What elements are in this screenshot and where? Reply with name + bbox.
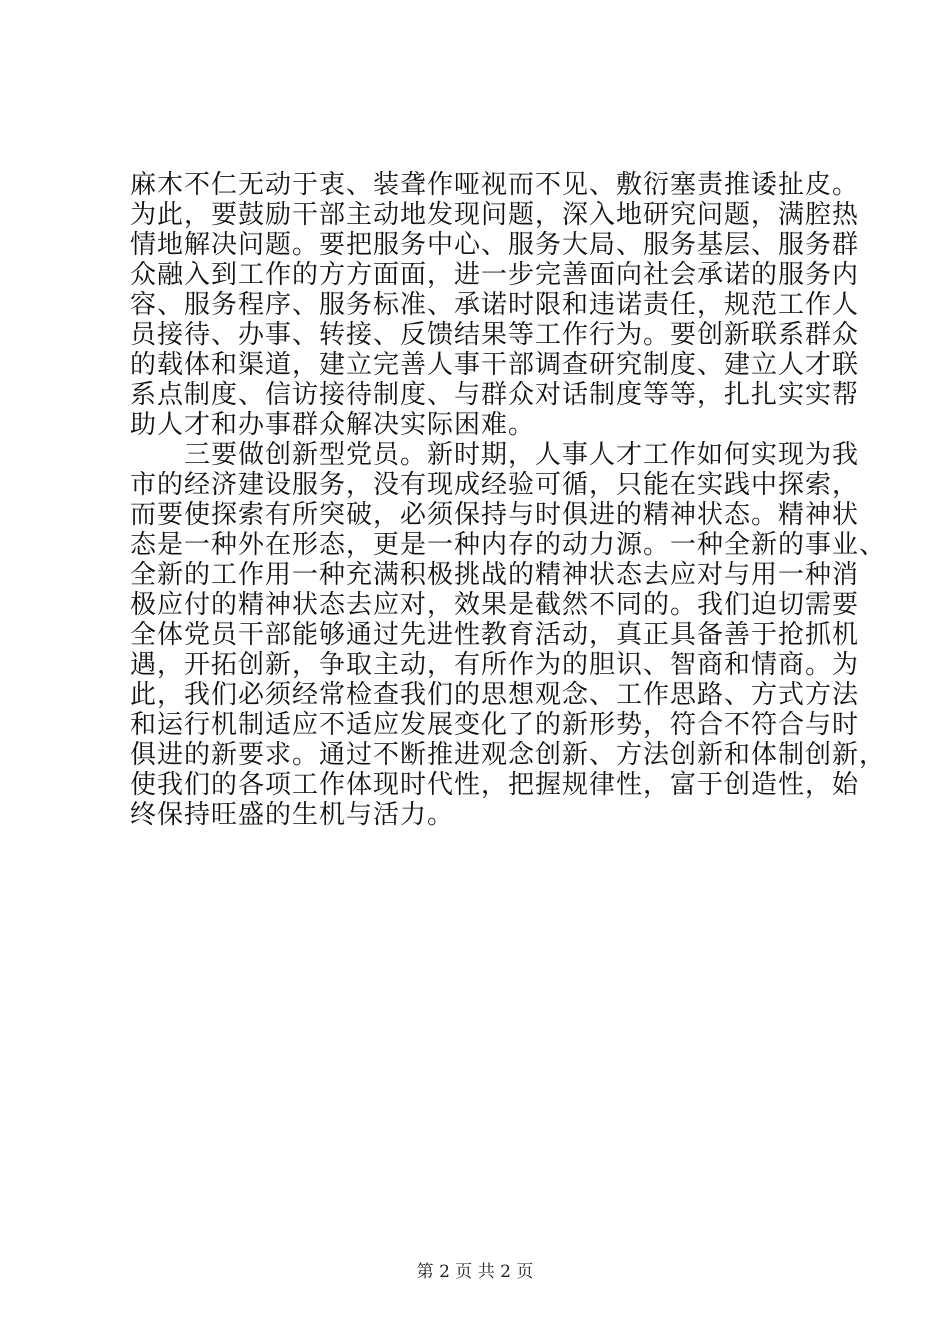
text-line: 容、服务程序、服务标准、承诺时限和违诺责任，规范工作人: [130, 290, 860, 320]
text-line: 态是一种外在形态，更是一种内存的动力源。一种全新的事业、: [130, 530, 887, 560]
text-line: 众融入到工作的方方面面，进一步完善面向社会承诺的服务内: [130, 260, 860, 290]
text-line: 员接待、办事、转接、反馈结果等工作行为。要创新联系群众: [130, 320, 860, 350]
text-line: 三要做创新型党员。新时期，人事人才工作如何实现为我: [130, 440, 860, 470]
body-text: [130, 170, 887, 830]
text-line: 使我们的各项工作体现时代性，把握规律性，富于创造性，始: [130, 770, 860, 800]
text-line: 全新的工作用一种充满积极挑战的精神状态去应对与用一种消: [130, 560, 860, 590]
text-line: 此，我们必须经常检查我们的思想观念、工作思路、方式方法: [130, 680, 860, 710]
text-line: 为此，要鼓励干部主动地发现问题，深入地研究问题，满腔热: [130, 200, 860, 230]
text-line: 助人才和办事群众解决实际困难。: [130, 410, 536, 440]
text-line: 终保持旺盛的生机与活力。: [130, 800, 455, 830]
text-line: 俱进的新要求。通过不断推进观念创新、方法创新和体制创新，: [130, 740, 887, 770]
text-line: 市的经济建设服务，没有现成经验可循，只能在实践中探索，: [130, 470, 860, 500]
text-line: 情地解决问题。要把服务中心、服务大局、服务基层、服务群: [130, 230, 860, 260]
text-line: 的载体和渠道，建立完善人事干部调查研究制度、建立人才联: [130, 350, 860, 380]
text-line: 遇，开拓创新，争取主动，有所作为的胆识、智商和情商。为: [130, 650, 860, 680]
text-line: 和运行机制适应不适应发展变化了的新形势，符合不符合与时: [130, 710, 860, 740]
text-line: 系点制度、信访接待制度、与群众对话制度等等，扎扎实实帮: [130, 380, 860, 410]
text-line: 全体党员干部能够通过先进性教育活动，真正具备善于抢抓机: [130, 620, 860, 650]
text-line: 极应付的精神状态去应对，效果是截然不同的。我们迫切需要: [130, 590, 860, 620]
page-number-footer: 第 2 页 共 2 页: [416, 1262, 534, 1282]
text-line: 麻木不仁无动于衷、装聋作哑视而不见、敷衍塞责推诿扯皮。: [130, 170, 860, 200]
text-line: 而要使探索有所突破，必须保持与时俱进的精神状态。精神状: [130, 500, 860, 530]
